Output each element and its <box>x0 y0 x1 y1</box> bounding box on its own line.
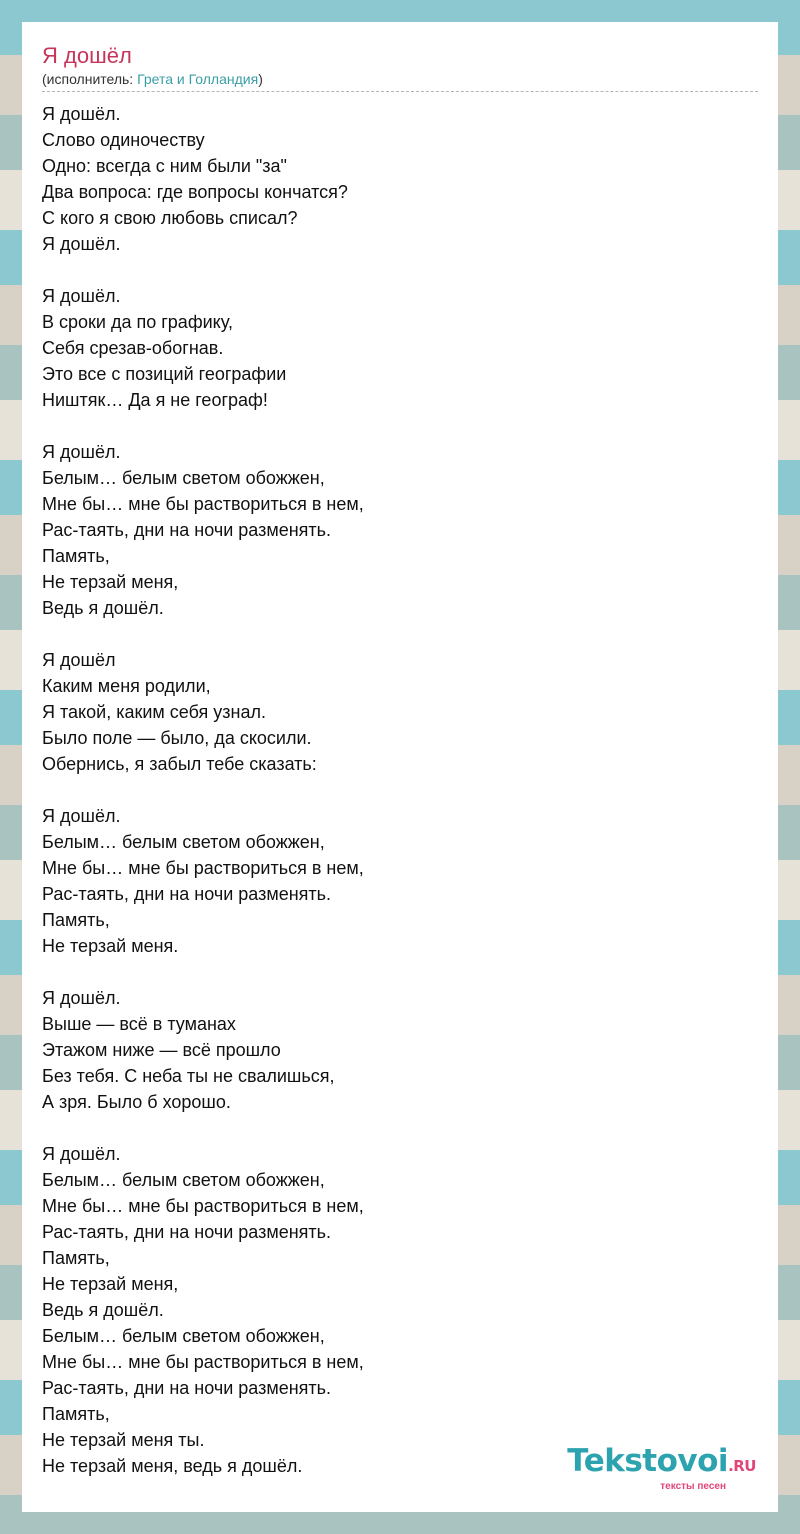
stanza <box>42 101 758 257</box>
stanza <box>42 803 758 959</box>
stanza <box>42 985 758 1115</box>
lyrics-card <box>22 22 778 1512</box>
lyric-line: Каким меня родили, <box>42 676 211 696</box>
lyric-line: Рас-таять, дни на ночи разменять. <box>42 520 332 540</box>
lyric-line: Мне бы… мне бы раствориться в нем, <box>42 1352 364 1372</box>
lyric-line: Рас-таять, дни на ночи разменять. <box>42 1222 332 1242</box>
artist-suffix: ) <box>258 71 263 87</box>
lyric-line: А зря. Было б хорошо. <box>42 1092 231 1112</box>
lyric-line: Я дошёл. <box>42 286 121 306</box>
lyric-line: Белым… белым светом обожжен, <box>42 1326 325 1346</box>
artist-prefix: (исполнитель: <box>42 71 138 87</box>
stanza <box>42 439 758 621</box>
lyric-line: Это все с позиций географии <box>42 364 287 384</box>
lyric-line: Два вопроса: где вопросы кончатся? <box>42 182 348 202</box>
lyric-line: Я дошёл. <box>42 988 121 1008</box>
lyrics-text <box>42 101 758 1479</box>
stanza <box>42 1141 758 1479</box>
logo-wordmark <box>567 1445 756 1482</box>
site-logo[interactable] <box>567 1445 756 1492</box>
lyric-line: Я дошёл. <box>42 806 121 826</box>
logo-name: Tekstovoi <box>567 1443 729 1479</box>
lyric-line: Память, <box>42 910 110 930</box>
stanza <box>42 283 758 413</box>
artist-link[interactable]: Грета и Голландия <box>137 71 259 87</box>
lyric-line: Этажом ниже — всё прошло <box>42 1040 281 1060</box>
lyric-line: Мне бы… мне бы раствориться в нем, <box>42 858 364 878</box>
lyric-line: Не терзай меня, <box>42 572 179 592</box>
lyric-line: Выше — всё в туманах <box>42 1014 236 1034</box>
divider <box>42 91 758 92</box>
artist-line <box>42 70 758 88</box>
lyric-line: Белым… белым светом обожжен, <box>42 468 325 488</box>
lyric-line: Я такой, каким себя узнал. <box>42 702 266 722</box>
lyric-line: Ништяк… Да я не географ! <box>42 390 268 410</box>
lyric-line: Мне бы… мне бы раствориться в нем, <box>42 1196 364 1216</box>
lyric-line: Ведь я дошёл. <box>42 1300 164 1320</box>
song-title: Я дошёл <box>42 43 132 68</box>
lyric-line: Я дошёл. <box>42 104 121 124</box>
lyric-line: Обернись, я забыл тебе сказать: <box>42 754 317 774</box>
lyric-line: Не терзай меня. <box>42 936 179 956</box>
lyric-line: Память, <box>42 1248 110 1268</box>
lyric-line: Белым… белым светом обожжен, <box>42 832 325 852</box>
lyric-line: Память, <box>42 546 110 566</box>
lyric-line: Память, <box>42 1404 110 1424</box>
lyric-line: Не терзай меня, <box>42 1274 179 1294</box>
lyric-line: Слово одиночеству <box>42 130 205 150</box>
lyric-line: Я дошёл <box>42 650 116 670</box>
lyric-line: Я дошёл. <box>42 234 121 254</box>
lyric-line: Я дошёл. <box>42 442 121 462</box>
lyric-line: Рас-таять, дни на ночи разменять. <box>42 884 332 904</box>
lyric-line: В сроки да по графику, <box>42 312 233 332</box>
lyric-line: Рас-таять, дни на ночи разменять. <box>42 1378 332 1398</box>
logo-tagline: тексты песен <box>660 1481 726 1492</box>
lyric-line: Было поле — было, да скосили. <box>42 728 312 748</box>
lyric-line: Без тебя. С неба ты не свалишься, <box>42 1066 335 1086</box>
lyric-line: Одно: всегда с ним были "за" <box>42 156 287 176</box>
logo-tld: .RU <box>728 1457 756 1475</box>
lyric-line: Белым… белым светом обожжен, <box>42 1170 325 1190</box>
lyric-line: Мне бы… мне бы раствориться в нем, <box>42 494 364 514</box>
lyric-line: Себя срезав-обогнав. <box>42 338 224 358</box>
lyric-line: Я дошёл. <box>42 1144 121 1164</box>
lyric-line: С кого я свою любовь списал? <box>42 208 298 228</box>
lyric-line: Ведь я дошёл. <box>42 598 164 618</box>
lyric-line: Не терзай меня ты. <box>42 1430 205 1450</box>
stanza <box>42 647 758 777</box>
lyric-line: Не терзай меня, ведь я дошёл. <box>42 1456 303 1476</box>
